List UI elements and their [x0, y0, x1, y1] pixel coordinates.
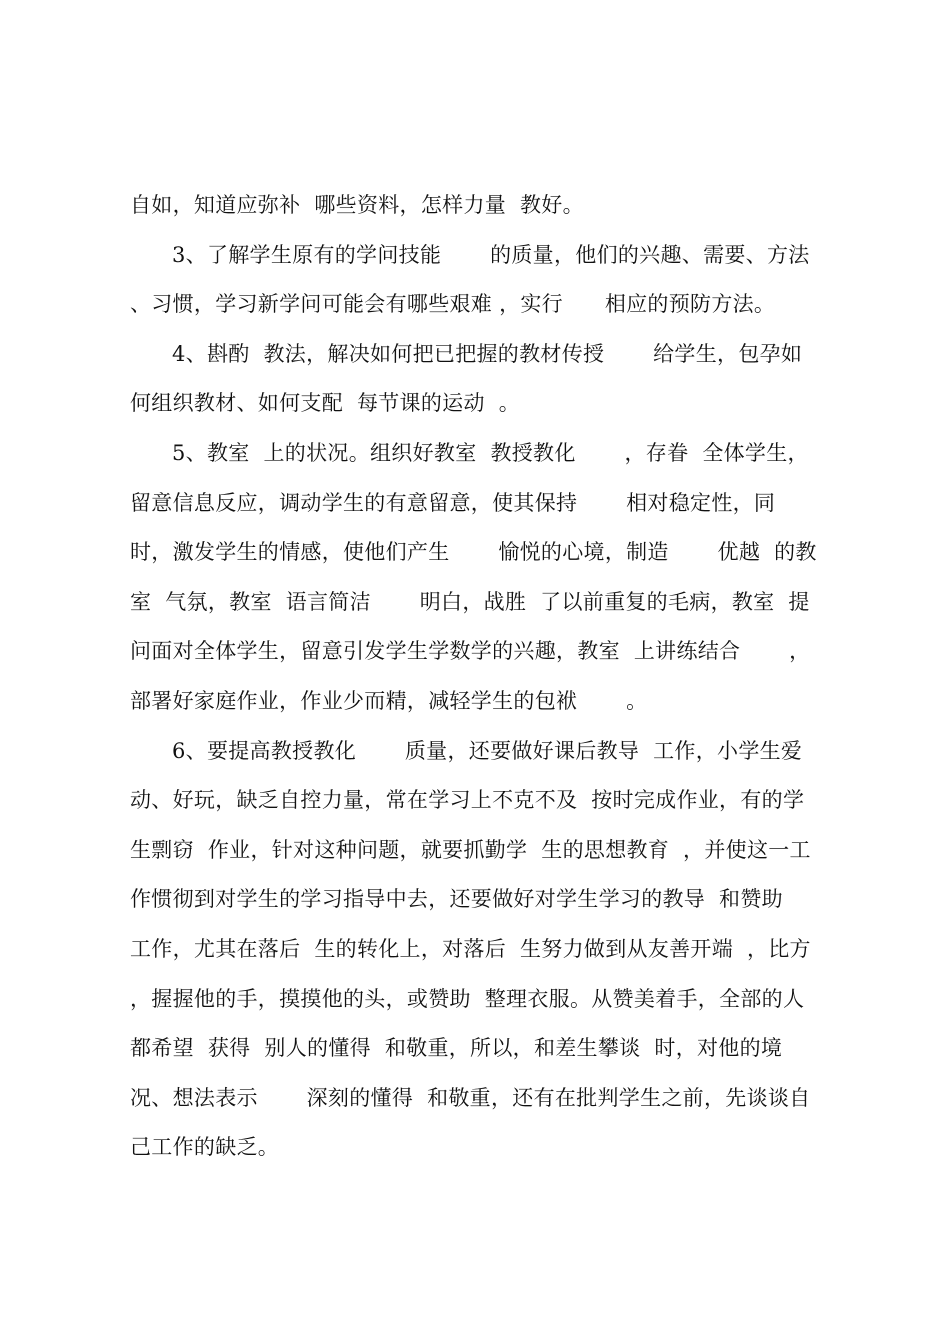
text-line-3: 、习惯，学习新学问可能会有哪些艰难 ，实行 相应的预防方法。	[130, 292, 776, 317]
text-line-20: 己工作的缺乏。	[130, 1135, 280, 1160]
text-line-9: 室 气氛，教室 语言简洁 明白，战胜 了以前重复的毛病，教室 提	[130, 589, 810, 614]
text-line-4: 4、斟酌 教法，解决如何把已把握的教材传授 给学生，包孕如	[172, 341, 803, 366]
text-line-11: 部署好家庭作业，作业少而精，减轻学生的包袱 。	[130, 688, 648, 713]
text-line-16: 工作，尤其在落后 生的转化上，对落后 生努力做到从友善开端 ，比方	[130, 936, 811, 961]
text-line-17: ，握握他的手，摸摸他的头，或赞助 整理衣服。从赞美着手，全部的人	[130, 986, 805, 1011]
text-line-14: 生剽窃 作业，针对这种问题，就要抓勤学 生的思想教育 ，并使这一工	[130, 837, 811, 862]
text-line-2: 3、了解学生原有的学问技能 的质量，他们的兴趣、需要、方法	[172, 242, 810, 267]
text-line-12: 6、要提高教授教化 质量，还要做好课后教导 工作，小学生爱	[172, 738, 803, 763]
text-line-8: 时，激发学生的情感，使他们产生 愉悦的心境，制造 优越 的教	[130, 540, 817, 565]
text-line-1: 自如，知道应弥补 哪些资料，怎样力量 教好。	[130, 193, 584, 217]
text-line-10: 问面对全体学生，留意引发学生学数学的兴趣，教室 上讲练结合 ，	[130, 639, 811, 664]
text-line-6: 5、教室 上的状况。组织好教室 教授教化 ，存眷 全体学生，	[172, 440, 809, 465]
text-line-13: 动、好玩，缺乏自控力量，常在学习上不克不及 按时完成作业，有的学	[130, 788, 805, 813]
text-line-18: 都希望 获得 别人的懂得 和敬重，所以，和差生攀谈 时，对他的境	[130, 1036, 783, 1061]
text-line-19: 况、想法表示 深刻的懂得 和敬重，还有在批判学生之前，先谈谈自	[130, 1085, 811, 1110]
text-line-5: 何组织教材、如何支配 每节课的运动 。	[130, 391, 520, 416]
document-page	[130, 185, 830, 1177]
text-line-7: 留意信息反应，调动学生的有意留意，使其保持 相对稳定性，同	[130, 490, 776, 515]
text-line-15: 作惯彻到对学生的学习指导中去，还要做好对学生学习的教导 和赞助	[130, 887, 783, 912]
